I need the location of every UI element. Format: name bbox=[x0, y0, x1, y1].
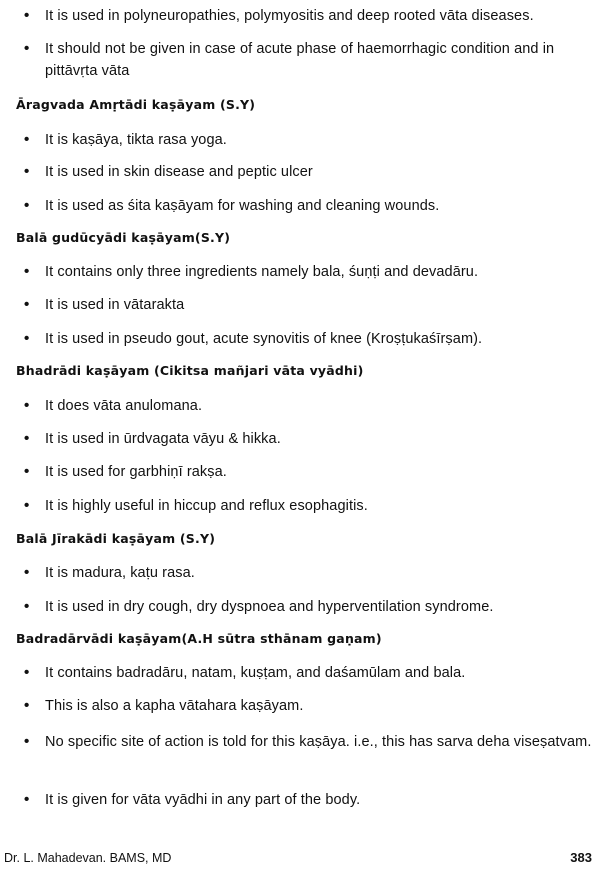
list-item bbox=[24, 562, 594, 584]
list-item-text: It is used as śita kaṣāyam for washing and cleaning wounds. bbox=[45, 198, 440, 214]
bullet-icon: • bbox=[24, 263, 30, 280]
list-item-text: It is used for garbhiṇī rakṣa. bbox=[45, 464, 227, 480]
section-heading: Āragvada Amṛtādi kaṣāyam (S.Y) bbox=[16, 97, 256, 112]
list-item bbox=[24, 161, 594, 183]
section-heading: Bhadrādi kaṣāyam (Cikitsa mañjari vāta vyādhi) bbox=[16, 363, 364, 378]
bullet-icon: • bbox=[24, 791, 30, 808]
bullet-icon: • bbox=[24, 733, 30, 750]
list-item-text: It is used in vātarakta bbox=[45, 297, 185, 313]
bullet-icon: • bbox=[24, 664, 30, 681]
list-item bbox=[24, 596, 594, 618]
list-item bbox=[24, 129, 594, 151]
list-item bbox=[24, 428, 594, 450]
section-heading: Balā Jīrakādi kaṣāyam (S.Y) bbox=[16, 531, 216, 546]
bullet-icon: • bbox=[24, 131, 30, 148]
section-heading: Badradārvādi kaṣāyam(A.H sūtra sthānam gaṇam) bbox=[16, 631, 382, 646]
list-item bbox=[24, 731, 594, 753]
list-item-text: It is madura, kaṭu rasa. bbox=[45, 565, 195, 581]
list-item-text: No specific site of action is told for this kaṣāya. i.e., this has sarva deha viseṣatvam. bbox=[45, 734, 592, 750]
list-item-text: It should not be given in case of acute phase of haemorrhagic condition and in pittāvṛta vāta bbox=[45, 41, 555, 79]
list-item-text: It is used in skin disease and peptic ulcer bbox=[45, 164, 313, 180]
list-item-text: It is highly useful in hiccup and reflux esophagitis. bbox=[45, 498, 368, 514]
list-item bbox=[24, 662, 594, 684]
list-item-text: It is used in ūrdvagata vāyu & hikka. bbox=[45, 431, 281, 447]
section-heading: Balā gudūcyādi kaṣāyam(S.Y) bbox=[16, 230, 231, 245]
list-item-text: It contains only three ingredients namely bala, śuṇṭi and devadāru. bbox=[45, 264, 479, 280]
list-item-text: It does vāta anulomana. bbox=[45, 398, 203, 414]
bullet-icon: • bbox=[24, 697, 30, 714]
footer-author: Dr. L. Mahadevan. BAMS, MD bbox=[4, 851, 172, 865]
bullet-icon: • bbox=[24, 197, 30, 214]
list-item bbox=[24, 695, 594, 717]
list-item bbox=[24, 395, 594, 417]
bullet-icon: • bbox=[24, 40, 30, 57]
list-item bbox=[24, 38, 594, 82]
bullet-icon: • bbox=[24, 430, 30, 447]
page-number: 383 bbox=[570, 850, 592, 865]
bullet-icon: • bbox=[24, 463, 30, 480]
bullet-icon: • bbox=[24, 163, 30, 180]
list-item bbox=[24, 495, 594, 517]
list-item bbox=[24, 195, 594, 217]
list-item-text: It is used in polyneuropathies, polymyositis and deep rooted vāta diseases. bbox=[45, 8, 534, 24]
list-item bbox=[24, 261, 594, 283]
bullet-icon: • bbox=[24, 296, 30, 313]
list-item-text: It is kaṣāya, tikta rasa yoga. bbox=[45, 132, 227, 148]
list-item-text: It is used in dry cough, dry dyspnoea and hyperventilation syndrome. bbox=[45, 599, 494, 615]
list-item-text: It is used in pseudo gout, acute synovitis of knee (Kroṣṭukaśīrṣam). bbox=[45, 331, 483, 347]
list-item-text: It is given for vāta vyādhi in any part of the body. bbox=[45, 792, 361, 808]
list-item bbox=[24, 5, 594, 27]
list-item bbox=[24, 328, 594, 350]
list-item-text: This is also a kapha vātahara kaṣāyam. bbox=[45, 698, 304, 714]
list-item-text: It contains badradāru, natam, kuṣṭam, and daśamūlam and bala. bbox=[45, 665, 466, 681]
list-item bbox=[24, 294, 594, 316]
bullet-icon: • bbox=[24, 564, 30, 581]
bullet-icon: • bbox=[24, 497, 30, 514]
bullet-icon: • bbox=[24, 397, 30, 414]
list-item bbox=[24, 461, 594, 483]
list-item bbox=[24, 789, 594, 811]
bullet-icon: • bbox=[24, 7, 30, 24]
bullet-icon: • bbox=[24, 598, 30, 615]
bullet-icon: • bbox=[24, 330, 30, 347]
